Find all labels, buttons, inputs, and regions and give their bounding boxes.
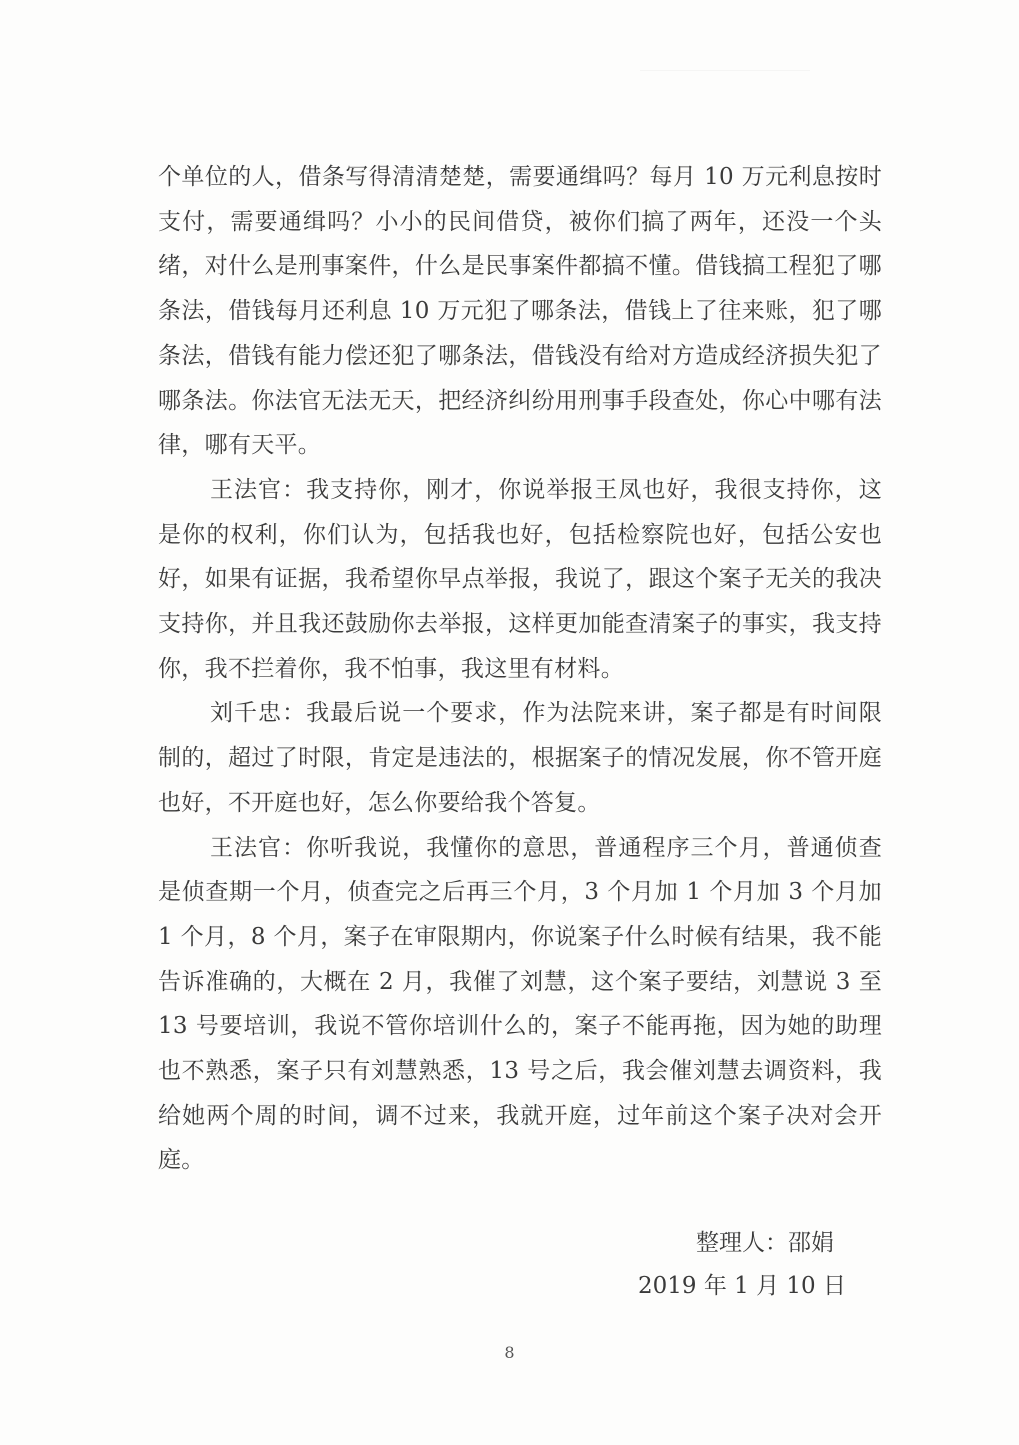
paragraph-4: 王法官：你听我说，我懂你的意思，普通程序三个月，普通侦查是侦查期一个月，侦查完之后再三个月，3 个月加 1 个月加 3 个月加 1 个月，8 个月，案子在审限期内，你说案子什么时候有结果，我不能告诉准确的，大概在 2 月，我催了刘慧，这个案子要结，刘慧说 3 至 13 号要培训，我说不管你培训什么的，案子不能再拖，因为她的助理也不熟悉，案子只有刘慧熟悉，13 号之后，我会催刘慧去调资料，我给她两个周的时间，调不过来，我就开庭，过年前这个案子决对会开庭。 xyxy=(158,834,882,1174)
signature-block xyxy=(638,1222,846,1308)
date-line: 2019 年 1 月 10 日 xyxy=(638,1273,846,1299)
page-number: 8 xyxy=(504,1343,515,1362)
paragraph-1: 个单位的人，借条写得清清楚楚，需要通缉吗？每月 10 万元利息按时支付，需要通缉吗？小小的民间借贷，被你们搞了两年，还没一个头绪，对什么是刑事案件，什么是民事案件都搞不懂。借钱搞工程犯了哪条法，借钱每月还利息 10 万元犯了哪条法，借钱上了往来账，犯了哪条法，借钱有能力偿还犯了哪条法，借钱没有给对方造成经济损失犯了哪条法。你法官无法无天，把经济纠纷用刑事手段查处，你心中哪有法律，哪有天平。 xyxy=(158,164,882,459)
document-body xyxy=(158,155,882,1183)
paragraph-2: 王法官：我支持你，刚才，你说举报王凤也好，我很支持你，这是你的权利，你们认为，包括我也好，包括检察院也好，包括公安也好，如果有证据，我希望你早点举报，我说了，跟这个案子无关的我决支持你，并且我还鼓励你去举报，这样更加能查清案子的事实，我支持你，我不拦着你，我不怕事，我这里有材料。 xyxy=(158,476,882,682)
bleed-through-mark xyxy=(640,30,810,71)
organizer-line: 整理人：邵娟 xyxy=(696,1230,834,1256)
paragraph-3: 刘千忠：我最后说一个要求，作为法院来讲，案子都是有时间限制的，超过了时限，肯定是违法的，根据案子的情况发展，你不管开庭也好，不开庭也好，怎么你要给我个答复。 xyxy=(158,700,882,816)
